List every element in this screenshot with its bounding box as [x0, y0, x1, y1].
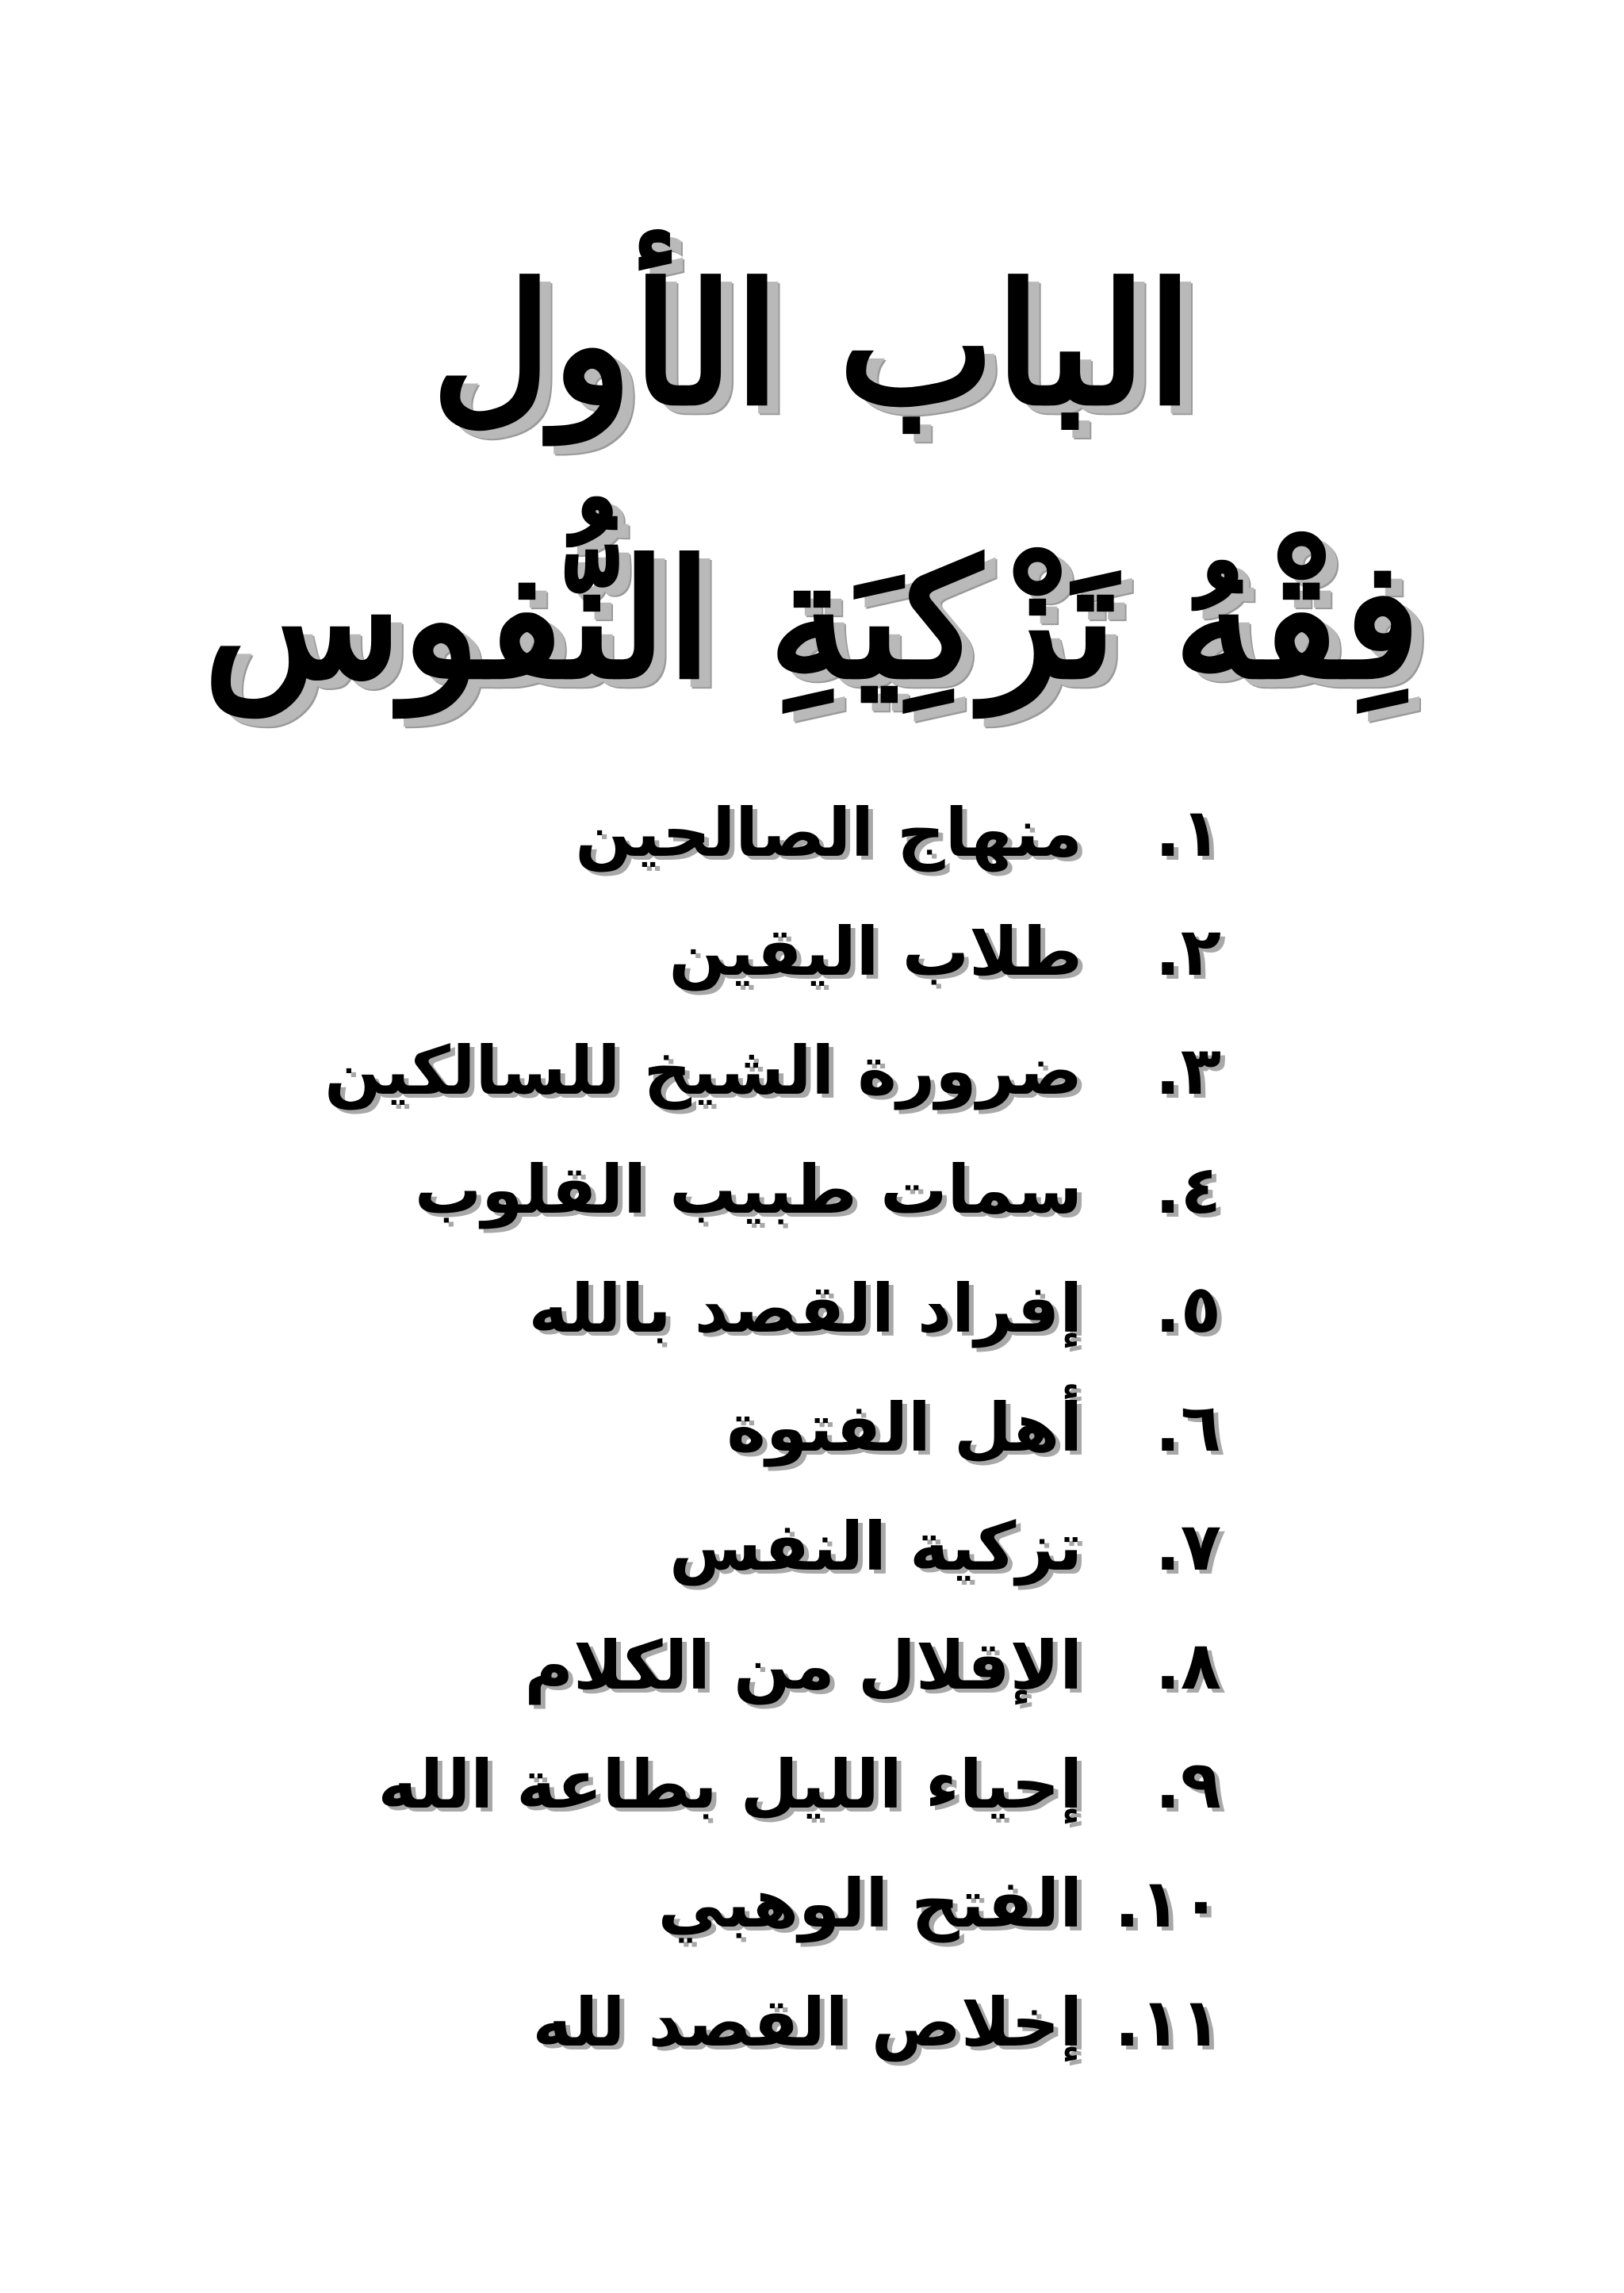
toc-item-label: أهل الفتوة — [726, 1389, 1082, 1467]
toc-item-2 — [317, 892, 1221, 1011]
toc-item-number: ٧. — [1155, 1508, 1221, 1586]
toc-item-label: طلاب اليقين — [668, 913, 1082, 991]
toc-item-label: الإقلال من الكلام — [524, 1627, 1082, 1704]
toc-item-9 — [317, 1725, 1221, 1844]
toc-item-number: ٢. — [1155, 913, 1221, 991]
table-of-contents — [317, 773, 1221, 2082]
toc-item-label: تزكية النفس — [669, 1508, 1082, 1586]
toc-item-6 — [317, 1368, 1221, 1487]
toc-item-number: ٦. — [1155, 1389, 1221, 1467]
toc-item-number: ٤. — [1155, 1151, 1221, 1229]
toc-item-8 — [317, 1606, 1221, 1725]
toc-item-7 — [317, 1487, 1221, 1606]
toc-item-5 — [317, 1249, 1221, 1368]
toc-item-4 — [317, 1130, 1221, 1249]
toc-item-label: ضرورة الشيخ للسالكين — [324, 1032, 1082, 1110]
chapter-subtitle: فِقْهُ تَزْكِيَةِ النُّفوس — [203, 525, 1421, 715]
toc-item-label: الفتح الوهبي — [657, 1865, 1082, 1942]
toc-item-label: إحياء الليل بطاعة الله — [377, 1746, 1082, 1823]
toc-item-number: ١١. — [1114, 1984, 1221, 2061]
toc-item-number: ٣. — [1155, 1032, 1221, 1110]
toc-item-1 — [317, 773, 1221, 892]
toc-item-number: ٥. — [1155, 1270, 1221, 1348]
toc-item-10 — [317, 1844, 1221, 1963]
toc-item-number: ١٠. — [1114, 1865, 1221, 1942]
chapter-title: الباب الأول — [431, 247, 1193, 443]
toc-item-label: إفراد القصد بالله — [528, 1270, 1082, 1348]
toc-item-3 — [317, 1011, 1221, 1130]
toc-item-label: سمات طبيب القلوب — [414, 1151, 1082, 1229]
toc-item-label: منهاج الصالحين — [575, 794, 1082, 872]
toc-item-11 — [317, 1963, 1221, 2082]
toc-item-label: إخلاص القصد لله — [532, 1984, 1082, 2061]
toc-item-number: ٨. — [1155, 1627, 1221, 1704]
toc-item-number: ٩. — [1155, 1746, 1221, 1823]
toc-item-number: ١. — [1155, 794, 1221, 872]
